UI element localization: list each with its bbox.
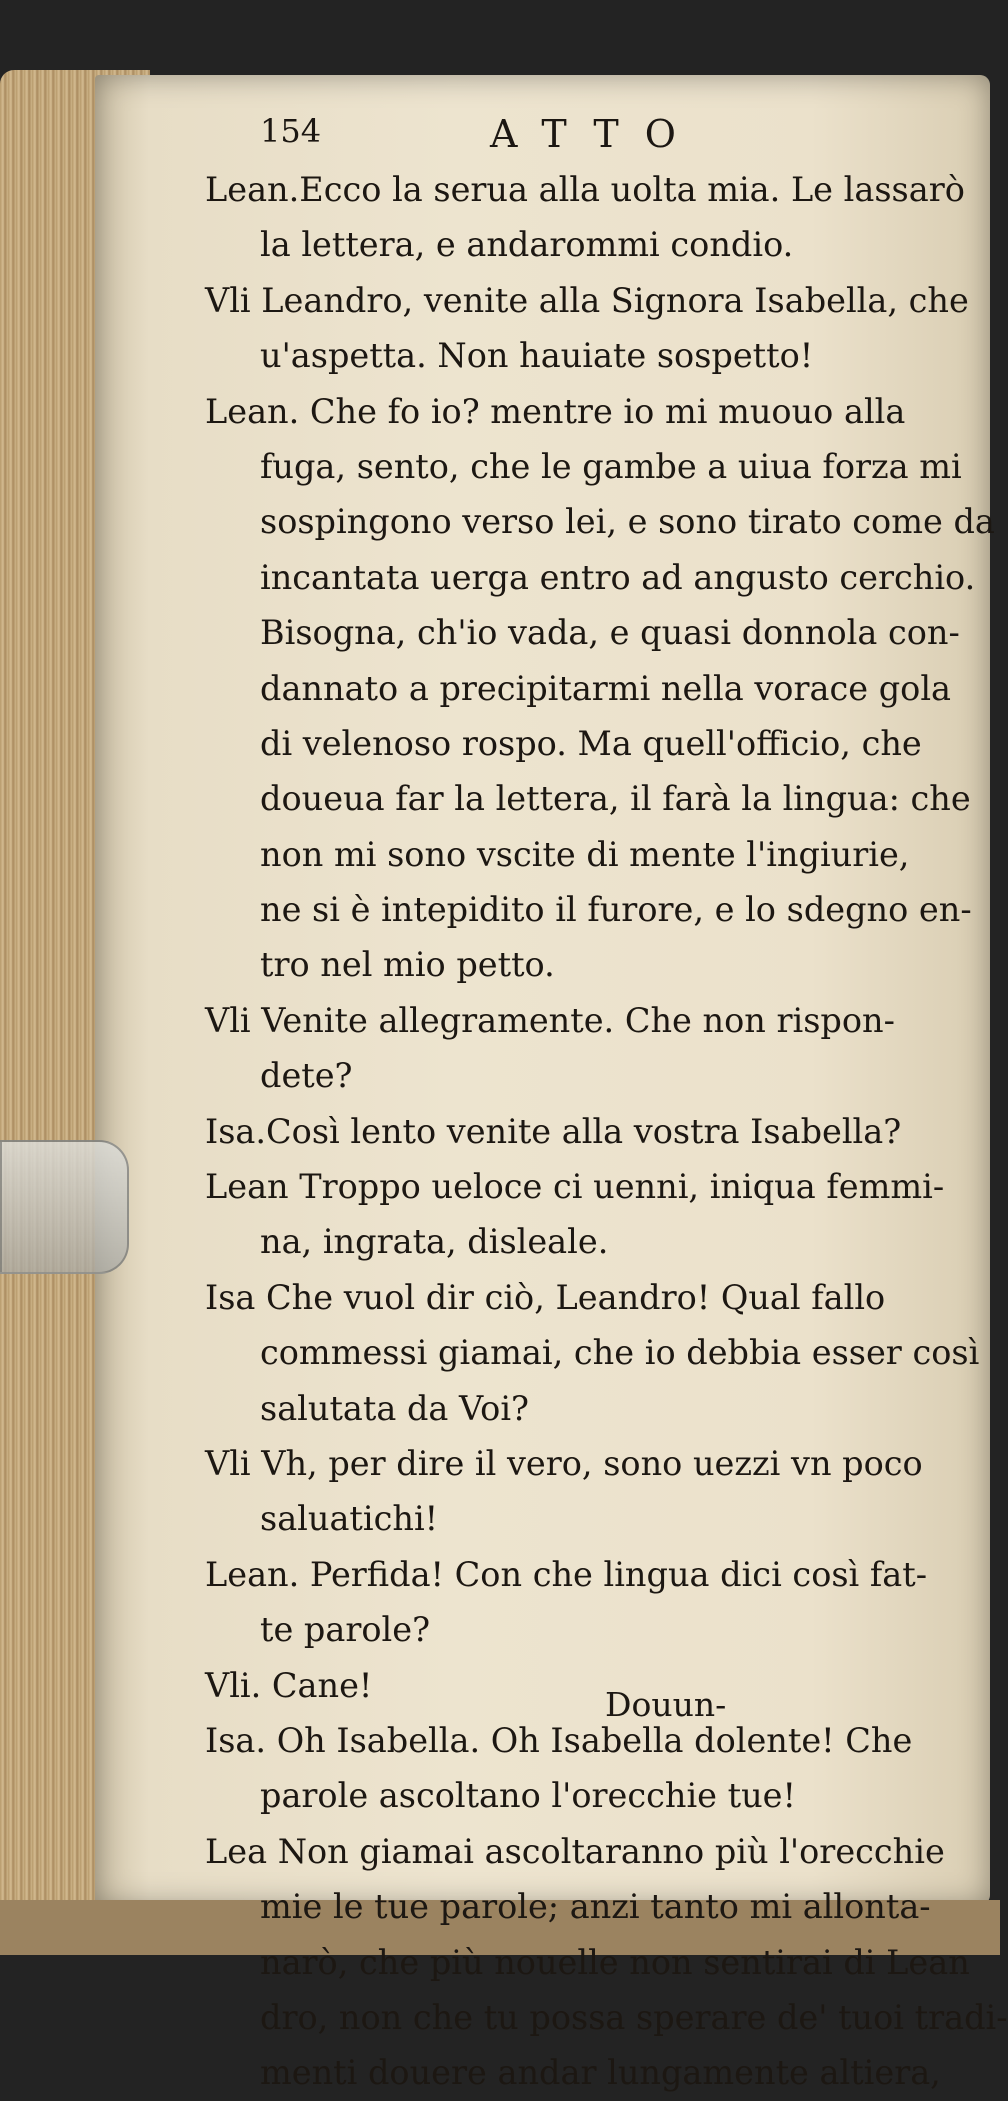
text-line: Bisogna, ch'io vada, e quasi donnola con- <box>260 613 960 653</box>
text-line: Vli Leandro, venite alla Signora Isabella, che <box>205 280 969 320</box>
text-line: fuga, sento, che le gambe a uiua forza mi <box>260 446 962 486</box>
text-line: dro, non che tu possa sperare de' tuoi tradi- <box>260 1997 1008 2037</box>
text-line: u'aspetta. Non hauiate sospetto! <box>260 336 814 376</box>
text-line: di velenoso rospo. Ma quell'officio, che <box>260 723 922 763</box>
page-text <box>205 112 1008 2101</box>
text-line: Lean. Perfida! Con che lingua dici così fat- <box>205 1554 928 1594</box>
page-header <box>205 112 975 158</box>
text-line: doueua far la lettera, il farà la lingua: che <box>260 779 971 819</box>
running-head: ATTO <box>490 112 702 156</box>
text-line: Vli Vh, per dire il vero, sono uezzi vn poco <box>205 1443 923 1483</box>
text-line: Vli. Cane! <box>205 1665 373 1705</box>
text-line: Vli Venite allegramente. Che non rispon- <box>205 1000 895 1040</box>
text-line: sospingono verso lei, e sono tirato come da <box>260 502 995 542</box>
text-line: mie le tue parole; anzi tanto mi allonta- <box>260 1887 931 1927</box>
text-line: Lea Non giamai ascoltaranno più l'orecchie <box>205 1831 945 1871</box>
text-line: Isa Che vuol dir ciò, Leandro! Qual fallo <box>205 1277 886 1317</box>
text-line: Isa. Oh Isabella. Oh Isabella dolente! Che <box>205 1720 913 1760</box>
text-line: parole ascoltano l'orecchie tue! <box>260 1776 796 1816</box>
text-line: salutata da Voi? <box>260 1388 529 1428</box>
text-line: dannato a precipitarmi nella vorace gola <box>260 668 952 708</box>
text-line: la lettera, e andarommi condio. <box>260 225 794 265</box>
text-line: tro nel mio petto. <box>260 945 555 985</box>
text-lines <box>205 162 1008 2101</box>
text-line: Isa.Così lento venite alla vostra Isabella? <box>205 1111 902 1151</box>
text-line: saluatichi! <box>260 1499 439 1539</box>
page-number: 154 <box>260 112 322 150</box>
catchword: Douun- <box>605 1685 727 1724</box>
text-line: te parole? <box>260 1610 431 1650</box>
text-line: narò, che più nouelle non sentirai di Lean <box>260 1942 970 1982</box>
text-line: incantata uerga entro ad angusto cerchio. <box>260 557 976 597</box>
text-line: commessi giamai, che io debbia esser così <box>260 1333 980 1373</box>
text-line: Lean.Ecco la serua alla uolta mia. Le lassarò <box>205 170 965 209</box>
text-line: dete? <box>260 1056 353 1096</box>
text-line: Lean Troppo ueloce ci uenni, iniqua femmi- <box>205 1167 945 1207</box>
text-line: menti douere andar lungamente altiera, <box>260 2053 941 2093</box>
text-line: non mi sono vscite di mente l'ingiurie, <box>260 834 910 874</box>
text-line: Lean. Che fo io? mentre io mi muouo alla <box>205 391 906 431</box>
text-line: ne si è intepidito il furore, e lo sdegno en- <box>260 890 972 930</box>
page-clip <box>0 1140 129 1274</box>
text-line: na, ingrata, disleale. <box>260 1222 609 1262</box>
